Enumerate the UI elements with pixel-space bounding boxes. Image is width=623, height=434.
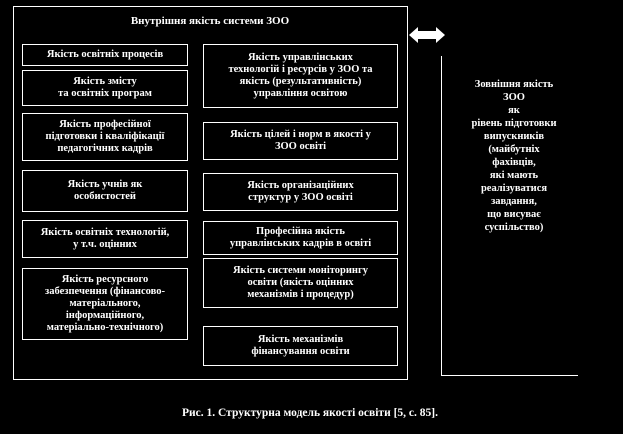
- double-arrow-icon: [408, 25, 446, 45]
- box-educational-technologies: Якість освітніх технологій, у т.ч. оцінних: [22, 220, 188, 258]
- box-students-personalities: Якість учнів як особистостей: [22, 170, 188, 212]
- box-teacher-training: Якість професійної підготовки і кваліфікації педагогічних кадрів: [22, 113, 188, 161]
- box-financing-mechanisms: Якість механізмів фінансування освіти: [203, 326, 398, 366]
- internal-quality-title: Внутрішня якість системи ЗОО: [130, 15, 290, 27]
- box-management-technologies: Якість управлінських технологій і ресурсів у ЗОО та якість (результативність) управління освітою: [203, 44, 398, 108]
- box-professional-quality-managers: Професійна якість управлінських кадрів в освіті: [203, 221, 398, 255]
- box-monitoring-system: Якість системи моніторингу освіти (якість оцінних механізмів і процедур): [203, 258, 398, 308]
- figure-caption: Рис. 1. Структурна модель якості освіти [5, с. 85].: [182, 407, 438, 419]
- box-organizational-structures: Якість організаційних структур у ЗОО освіті: [203, 173, 398, 211]
- external-quality-text: Зовнішня якість ЗОО як рівень підготовки випускників (майбутніх фахівців, які мають реалізуватися завдання, що висуває суспільство): [471, 79, 557, 233]
- box-resource-provision: Якість ресурсного забезпечення (фінансово- матеріального, інформаційного, матеріально-технічного): [22, 268, 188, 340]
- box-educational-processes: Якість освітніх процесів: [22, 44, 188, 66]
- box-goals-norms: Якість цілей і норм в якості у ЗОО освіті: [203, 122, 398, 160]
- external-quality-bottom-border: [441, 375, 578, 376]
- box-content-programs: Якість змісту та освітніх програм: [22, 70, 188, 106]
- external-quality-left-border: [441, 56, 442, 376]
